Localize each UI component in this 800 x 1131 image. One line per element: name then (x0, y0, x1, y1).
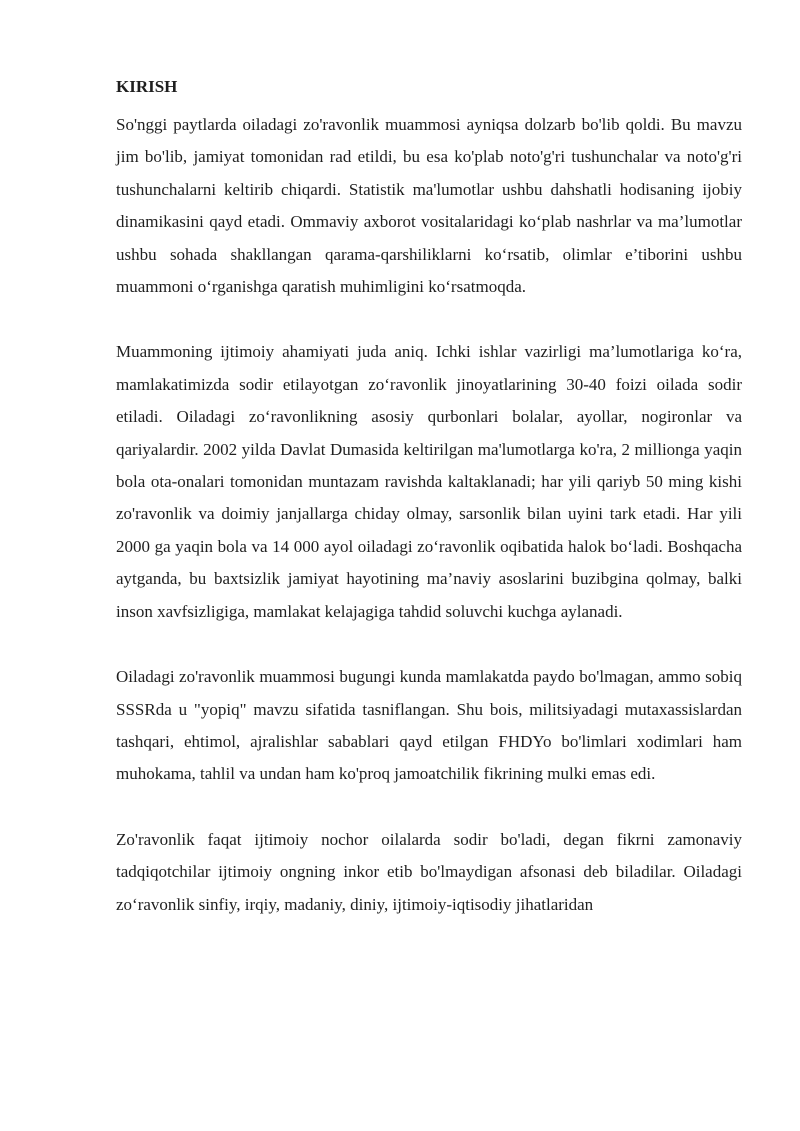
document-body (116, 74, 742, 921)
paragraph-4: Zo'ravonlik faqat ijtimoiy nochor oilalarda sodir bo'ladi, degan fikrni zamonaviy tadqiqotchilar ijtimoiy ongning inkor etib bo'lmaydigan afsonasi deb biladilar. Oiladagi zoʻravonlik sinfiy, irqiy, madaniy, diniy, ijtimoiy-iqtisodiy jihatlaridan (116, 829, 742, 914)
section-heading: KIRISH (116, 77, 178, 96)
paragraph-1: So'nggi paytlarda oiladagi zo'ravonlik muammosi ayniqsa dolzarb bo'lib qoldi. Bu mavzu jim bo'lib, jamiyat tomonidan rad etildi, bu esa ko'plab noto'g'ri tushunchalar va noto'g'ri tushunchalarni keltirib chiqardi. Statistik ma'lumotlar ushbu dahshatli hodisaning ijobiy dinamikasini qayd etadi. Ommaviy axborot vositalaridagi koʻplab nashrlar va ma’lumotlar ushbu sohada shakllangan qarama-qarshiliklarni koʻrsatib, olimlar e’tiborini ushbu muammoni oʻrganishga qaratish muhimligini koʻrsatmoqda. (116, 115, 742, 297)
paragraph-3: Oiladagi zo'ravonlik muammosi bugungi kunda mamlakatda paydo bo'lmagan, ammo sobiq SSSRda u "yopiq" mavzu sifatida tasniflangan. Shu bois, militsiyadagi mutaxassislardan tashqari, ehtimol, ajralishlar sabablari qayd etilgan FHDYo bo'limlari xodimlari ham muhokama, tahlil va undan ham ko'proq jamoatchilik fikrining mulki emas edi. (116, 667, 742, 784)
paragraph-2: Muammoning ijtimoiy ahamiyati juda aniq. Ichki ishlar vazirligi ma’lumotlariga koʻra, mamlakatimizda sodir etilayotgan zoʻravonlik jinoyatlarining 30-40 foizi oilada sodir etiladi. Oiladagi zoʻravonlikning asosiy qurbonlari bolalar, ayollar, nogironlar va qariyalardir. 2002 yilda Davlat Dumasida keltirilgan ma'lumotlarga ko'ra, 2 millionga yaqin bola ota-onalari tomonidan muntazam ravishda kaltaklanadi; har yili qariyb 50 ming kishi zo'ravonlik va doimiy janjallarga chiday olmay, sarsonlik bilan uyini tark etadi. Har yili 2000 ga yaqin bola va 14 000 ayol oiladagi zoʻravonlik oqibatida halok boʻladi. Boshqacha aytganda, bu baxtsizlik jamiyat hayotining ma’naviy asoslarini buzibgina qolmay, balki inson xavfsizligiga, mamlakat kelajagiga tahdid soluvchi kuchga aylanadi. (116, 342, 742, 621)
